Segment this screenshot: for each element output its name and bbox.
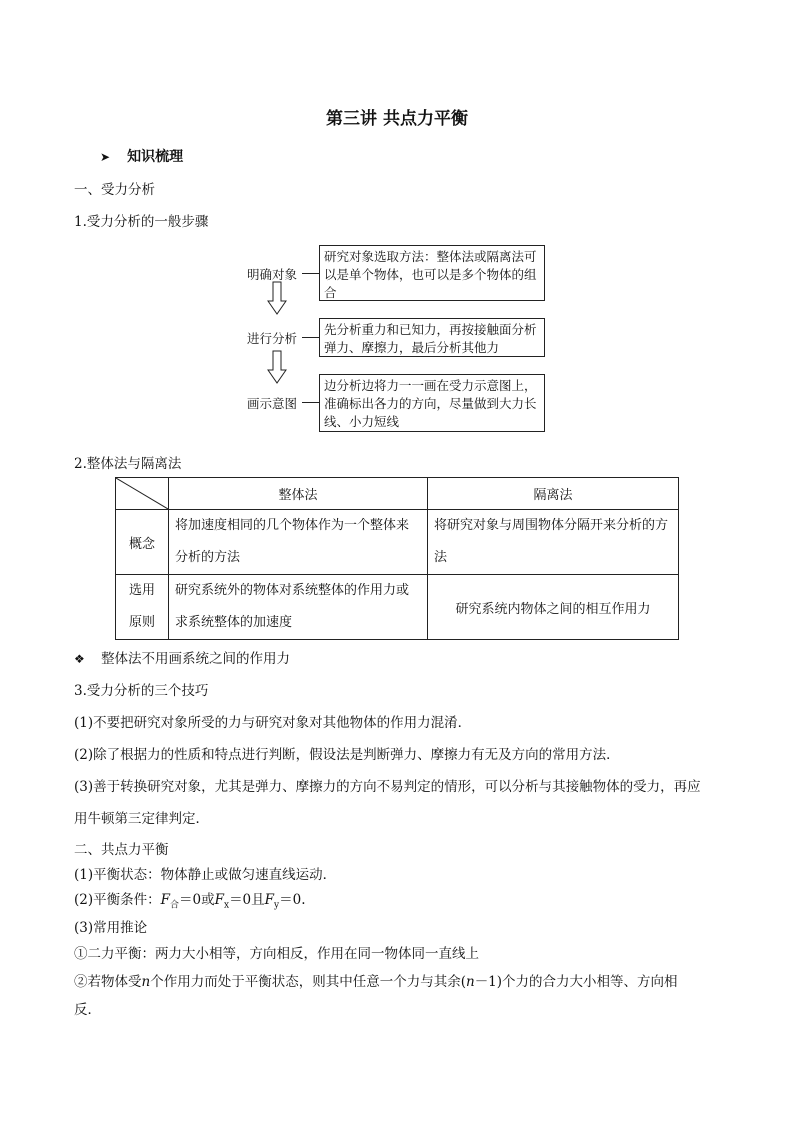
- diamond-bullet-icon: ❖: [74, 652, 85, 666]
- header-whole: 整体法: [169, 478, 428, 510]
- cell-isolate-concept: 将研究对象与周围物体分隔开来分析的方法: [428, 510, 679, 575]
- flow-label-2: 进行分析: [247, 331, 298, 346]
- balance-condition: [74, 888, 306, 911]
- tip-2: (2)除了根据力的性质和特点进行判断，假设法是判断弹力、摩擦力有无及方向的常用方法．: [74, 747, 620, 763]
- corollary-1: ①二力平衡：两力大小相等，方向相反，作用在同一物体同一直线上: [74, 946, 479, 962]
- cell-whole-principle: 研究系统外的物体对系统整体的作用力或求系统整体的加速度: [169, 575, 428, 640]
- condition-eq2: ＝0且: [229, 892, 265, 908]
- cell-isolate-principle: 研究系统内物体之间的相互作用力: [428, 575, 679, 640]
- condition-eq1: ＝0或: [179, 892, 215, 908]
- flow-label-1: 明确对象: [247, 267, 298, 282]
- corollary-2-cont: 反．: [74, 1002, 101, 1018]
- section1-sub3: 3.受力分析的三个技巧: [74, 683, 209, 699]
- row-label-principle-line1: 选用: [128, 583, 155, 598]
- condition-sub-he: 合: [170, 900, 180, 911]
- inference-heading: (3)常用推论: [74, 920, 148, 936]
- down-arrow-icon: [267, 350, 287, 384]
- knowledge-heading-text: 知识梳理: [127, 149, 184, 165]
- arrow-bullet-icon: ➤: [100, 150, 111, 164]
- condition-Fy: F: [264, 892, 275, 908]
- flow-box-3: 边分析边将力一一画在受力示意图上，准确标出各力的方向，尽量做到大力长线、小力短线: [319, 374, 545, 432]
- condition-prefix: (2)平衡条件：: [74, 892, 161, 908]
- tip-3-cont: 用牛顿第三定律判定．: [74, 811, 209, 827]
- c2-n: n: [141, 974, 151, 990]
- row-label-concept: 概念: [116, 510, 169, 575]
- flow-label-3: 画示意图: [247, 396, 298, 411]
- c2-part-b: 个作用力而处于平衡状态，则其中任意一个力与其余(: [150, 974, 466, 990]
- diagonal-line: [116, 478, 168, 509]
- c2-part-a: ②若物体受: [74, 974, 142, 990]
- condition-sub-x: x: [223, 900, 230, 911]
- table-row: [116, 510, 679, 575]
- knowledge-heading: [100, 146, 183, 166]
- flow-connector-2: [302, 337, 319, 338]
- c2-part-c: －1)个力的合力大小相等、方向相: [474, 974, 678, 990]
- row-label-principle-line2: 原则: [128, 615, 155, 630]
- section1-heading: 一、受力分析: [74, 182, 155, 198]
- section2-heading: 二、共点力平衡: [74, 842, 169, 858]
- flow-box-1: 研究对象选取方法：整体法或隔离法可以是单个物体，也可以是多个物体的组合: [319, 245, 545, 301]
- row-label-principle: [116, 575, 169, 640]
- section1-sub2: 2.整体法与隔离法: [74, 456, 182, 472]
- table-header-row: [116, 478, 679, 510]
- condition-sub-y: y: [274, 900, 280, 911]
- note-text: 整体法不用画系统之间的作用力: [101, 651, 291, 667]
- condition-F: F: [160, 892, 170, 908]
- header-isolate: 隔离法: [428, 478, 679, 510]
- diagonal-header-cell: [116, 478, 169, 510]
- c2-n2: n: [465, 974, 475, 990]
- balance-state: (1)平衡状态：物体静止或做匀速直线运动．: [74, 867, 337, 883]
- note-line: [74, 647, 290, 667]
- section1-sub1: 1.受力分析的一般步骤: [74, 214, 209, 230]
- condition-Fx: F: [214, 892, 224, 908]
- flow-connector-1: [302, 273, 319, 274]
- down-arrow-icon: [267, 281, 287, 315]
- corollary-2: [74, 970, 678, 990]
- flow-connector-3: [302, 402, 319, 403]
- comparison-table: [115, 477, 679, 640]
- cell-whole-concept: 将加速度相同的几个物体作为一个整体来分析的方法: [169, 510, 428, 575]
- condition-eq3: ＝0.: [279, 892, 306, 908]
- page-title: 第三讲 共点力平衡: [326, 109, 468, 129]
- flow-box-2: 先分析重力和已知力，再按接触面分析弹力、摩擦力，最后分析其他力: [319, 318, 545, 357]
- tip-1: (1)不要把研究对象所受的力与研究对象对其他物体的作用力混淆．: [74, 715, 472, 731]
- table-row: [116, 575, 679, 640]
- tip-3: (3)善于转换研究对象，尤其是弹力、摩擦力的方向不易判定的情形，可以分析与其接触物体的受力，再应: [74, 779, 701, 795]
